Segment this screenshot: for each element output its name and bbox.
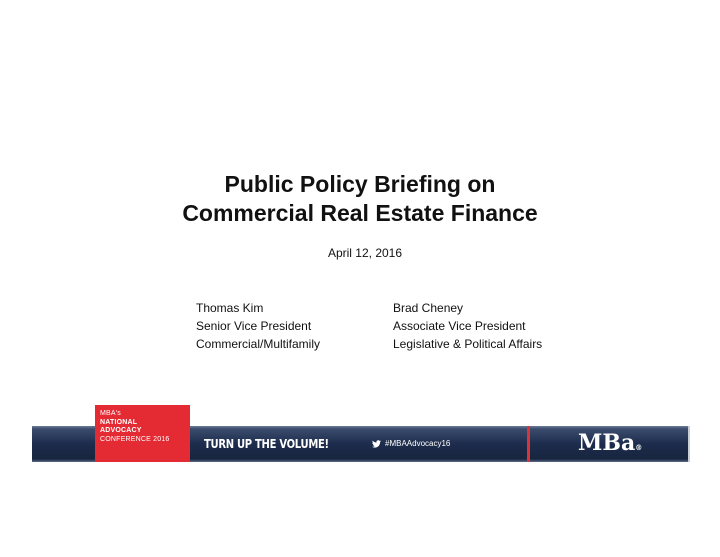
badge-line-3: ADVOCACY [100, 427, 142, 434]
title-line-1: Public Policy Briefing on [224, 171, 496, 197]
twitter-bird-icon [372, 440, 381, 448]
registered-mark: ® [635, 443, 643, 452]
mba-logo [578, 430, 642, 456]
banner-hashtag [372, 439, 450, 448]
speaker-role: Associate Vice President [393, 319, 526, 333]
speaker-role: Senior Vice President [196, 319, 312, 333]
banner-divider [527, 426, 530, 462]
hashtag-text: #MBAAdvocacy16 [385, 439, 451, 448]
logo-text: MBa [578, 430, 636, 456]
presentation-date: April 12, 2016 [327, 246, 403, 260]
speaker-name: Thomas Kim [196, 301, 264, 315]
speaker-thomas-kim [196, 299, 320, 353]
badge-line-2: NATIONAL [100, 418, 138, 426]
title-line-2: Commercial Real Estate Finance [182, 200, 538, 226]
speaker-dept: Legislative & Political Affairs [393, 337, 543, 351]
badge-line-1: MBA's [100, 410, 122, 417]
conference-badge [95, 405, 190, 462]
banner-tagline: TURN UP THE VOLUME! [204, 438, 329, 452]
badge-line-4: CONFERENCE 2016 [100, 435, 170, 443]
speaker-dept: Commercial/Multifamily [196, 337, 321, 351]
speaker-brad-cheney [393, 299, 542, 353]
slide-title [0, 170, 720, 228]
speaker-name: Brad Cheney [393, 301, 464, 315]
